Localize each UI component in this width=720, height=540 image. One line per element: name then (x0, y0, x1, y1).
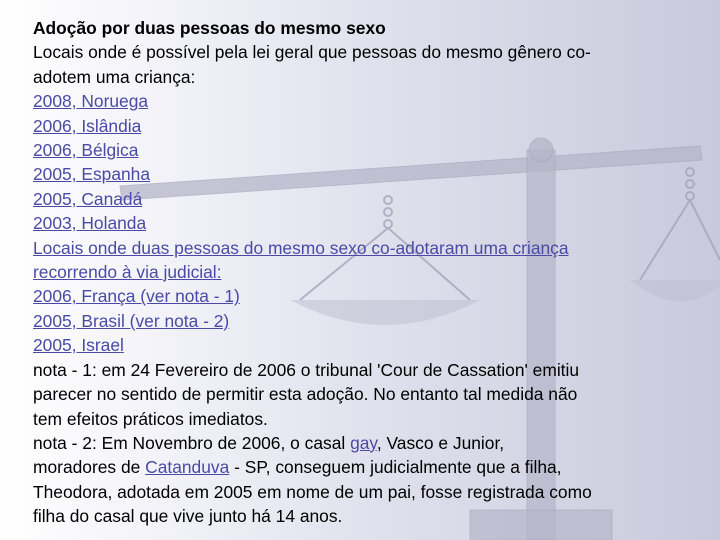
catanduva-link[interactable]: Catanduva (145, 457, 230, 478)
note1-line-3: tem efeitos práticos imediatos. (33, 408, 268, 429)
note2-line-2 (33, 455, 693, 479)
legal-link-norway[interactable]: 2008, Noruega (33, 91, 149, 112)
judicial-link-brazil[interactable]: 2005, Brasil (ver nota - 2) (33, 310, 230, 331)
slide-content (33, 16, 693, 529)
note2-line-4: filha do casal que vive junto há 14 anos. (33, 506, 343, 527)
judicial-heading-link-line-2[interactable]: recorrendo à via judicial: (33, 262, 222, 283)
note2-text-b: , Vasco e Junior, (376, 432, 505, 453)
legal-link-netherlands[interactable]: 2003, Holanda (33, 213, 147, 234)
note2-line-3: Theodora, adotada em 2005 em nome de um pai, fosse registrada como (33, 481, 592, 502)
judicial-link-france[interactable]: 2006, França (ver nota - 1) (33, 286, 240, 307)
judicial-heading-link-line-1[interactable]: Locais onde duas pessoas do mesmo sexo co-adotaram uma criança (33, 237, 569, 258)
intro-line-1: Locais onde é possível pela lei geral que pessoas do mesmo gênero co- (33, 42, 591, 63)
note2-text-d: - SP, conseguem judicialmente que a filha, (229, 457, 562, 478)
intro-line-2: adotem uma criança: (33, 66, 196, 87)
note2-text-c: moradores de (33, 457, 146, 478)
note2-line-1 (33, 431, 693, 455)
legal-link-canada[interactable]: 2005, Canadá (33, 188, 143, 209)
legal-link-spain[interactable]: 2005, Espanha (33, 164, 151, 185)
legal-link-belgium[interactable]: 2006, Bélgica (33, 140, 139, 161)
judicial-link-israel[interactable]: 2005, Israel (33, 335, 124, 356)
slide-title: Adoção por duas pessoas do mesmo sexo (33, 18, 386, 38)
note2-text-a: nota - 2: Em Novembro de 2006, o casal (33, 432, 351, 453)
gay-link[interactable]: gay (350, 432, 377, 453)
note1-line-2: parecer no sentido de permitir esta adoção. No entanto tal medida não (33, 384, 578, 405)
legal-link-iceland[interactable]: 2006, Islândia (33, 115, 142, 136)
note1-line-1: nota - 1: em 24 Fevereiro de 2006 o tribunal 'Cour de Cassation' emitiu (33, 359, 580, 380)
